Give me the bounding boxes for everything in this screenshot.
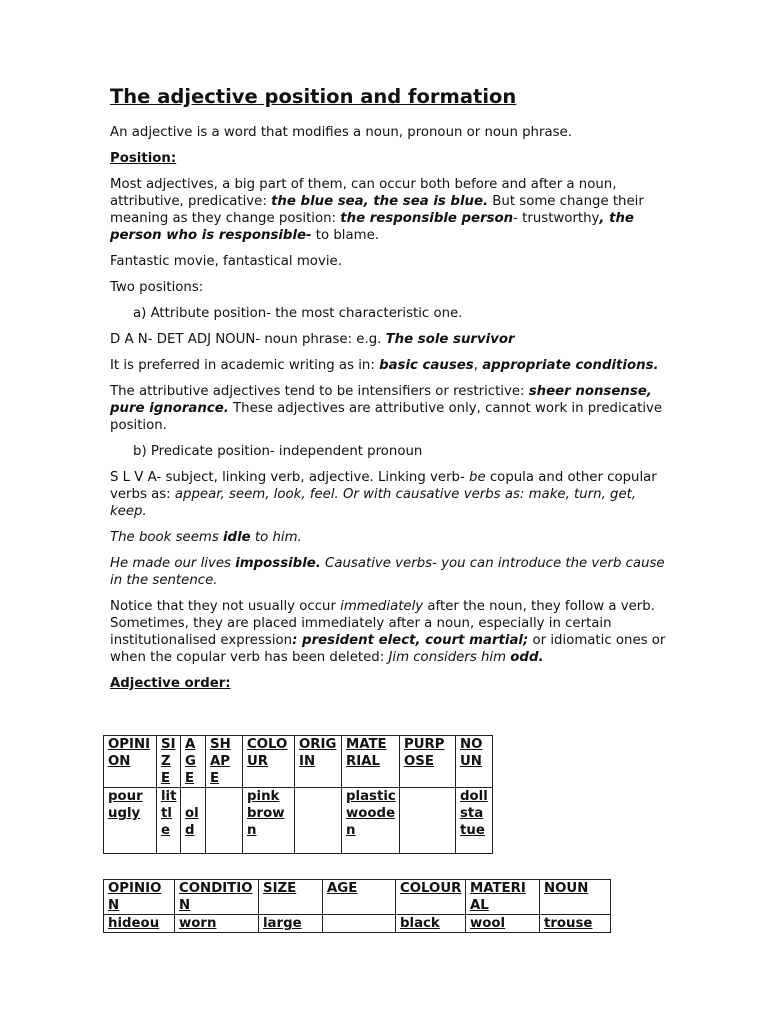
table-header-cell: ORIGIN	[295, 736, 342, 788]
table-row	[104, 788, 493, 854]
example-blue-sea: the blue sea, the sea is blue.	[271, 194, 489, 209]
table-cell: hideou	[104, 915, 175, 933]
document-title: The adjective position and formation	[110, 85, 517, 108]
example-jim-considers: Jim considers him	[388, 650, 511, 665]
table-cell: old	[181, 788, 206, 854]
table-header-cell: NOUN	[540, 880, 611, 915]
table-header-cell: COLOUR	[243, 736, 295, 788]
paragraph-fantastic: Fantastic movie, fantastical movie.	[110, 254, 342, 269]
text-run: The book seems	[110, 530, 223, 545]
text-run: - trustworthy	[513, 211, 600, 226]
example-idle: idle	[223, 530, 251, 545]
example-impossible: impossible.	[235, 556, 321, 571]
adjective-order-heading: Adjective order:	[110, 676, 231, 691]
example-sole-survivor: The sole survivor	[385, 332, 515, 347]
table-header-cell: AGE	[323, 880, 396, 915]
table-cell: pink brown	[243, 788, 295, 854]
text-run: ,	[473, 358, 483, 373]
paragraph-book-seems	[110, 529, 670, 546]
text-run: It is preferred in academic writing as in:	[110, 358, 380, 373]
table-cell	[323, 915, 396, 933]
table-cell	[206, 788, 243, 854]
table-header-cell: SIZE	[157, 736, 181, 788]
example-responsible-person: the responsible person	[340, 211, 514, 226]
table-header-cell: SHAPE	[206, 736, 243, 788]
text-run: Causative verbs- you can introduce the verb cause in the sentence.	[110, 556, 665, 588]
text-run: after the noun, they follow a verb. Sometimes, they are placed immediately after a noun, especially in certain institutionalised expression	[110, 599, 655, 648]
list-item-b: b) Predicate position- independent pronoun	[133, 444, 423, 459]
table-cell: doll statue	[456, 788, 493, 854]
paragraph-intensifiers	[110, 383, 670, 434]
paragraph-impossible	[110, 555, 670, 589]
table-header-row	[104, 736, 493, 788]
paragraph-notice	[110, 598, 670, 666]
text-run: These adjectives are attributive only, cannot work in predicative position.	[110, 401, 663, 433]
text-run: or idiomatic ones or when the copular verb has been deleted:	[110, 633, 666, 665]
text-run: S L V A- subject, linking verb, adjective. Linking verb-	[110, 470, 470, 485]
table-header-row	[104, 880, 611, 915]
document-body	[110, 84, 670, 701]
paragraph-attributive-predicative	[110, 176, 670, 244]
text-run: Most adjectives, a big part of them, can occur both before and after a noun, attributive, predicative:	[110, 177, 617, 209]
paragraph-dan	[110, 331, 670, 348]
text-run: The attributive adjectives tend to be intensifiers or restrictive:	[110, 384, 529, 399]
text-run: Notice that they not usually occur	[110, 599, 341, 614]
table-header-cell: NOUN	[456, 736, 493, 788]
example-president-elect: : president elect, court martial;	[292, 633, 529, 648]
text-run: copula and other copular verbs as:	[110, 470, 657, 502]
table-header-cell: OPINION	[104, 880, 175, 915]
adjective-order-table-1	[103, 735, 493, 854]
table-cell: wool	[466, 915, 540, 933]
table-header-cell: AGE	[181, 736, 206, 788]
example-basic-causes: basic causes	[379, 358, 474, 373]
table-cell: large	[259, 915, 323, 933]
table-header-cell: COLOUR	[396, 880, 466, 915]
table-cell: black	[396, 915, 466, 933]
text-run: He made our lives	[110, 556, 236, 571]
text-run: to blame.	[311, 228, 380, 243]
example-be: be	[469, 470, 486, 485]
table-header-cell: OPINION	[104, 736, 157, 788]
text-run: to him.	[250, 530, 302, 545]
table-cell: trouse	[540, 915, 611, 933]
position-heading: Position:	[110, 151, 177, 166]
table-header-cell: MATERIAL	[342, 736, 400, 788]
table-header-cell: CONDITION	[175, 880, 259, 915]
table-row	[104, 915, 611, 933]
example-odd: odd.	[510, 650, 544, 665]
table-header-cell: SIZE	[259, 880, 323, 915]
example-person-responsible: , the person who is responsible-	[110, 211, 634, 243]
text-run: D A N- DET ADJ NOUN- noun phrase: e.g.	[110, 332, 386, 347]
paragraph-slva	[110, 469, 670, 520]
table-header-cell: PURPOSE	[400, 736, 456, 788]
example-sheer-nonsense: sheer nonsense, pure ignorance.	[110, 384, 652, 416]
table-cell: plastic wooden	[342, 788, 400, 854]
paragraph-academic	[110, 357, 670, 374]
table-cell	[400, 788, 456, 854]
paragraph-two-positions: Two positions:	[110, 280, 204, 295]
table-cell: worn	[175, 915, 259, 933]
table-cell	[295, 788, 342, 854]
list-item-a: a) Attribute position- the most characteristic one.	[133, 306, 463, 321]
example-copular-verbs: appear, seem, look, feel. Or with causative verbs as: make, turn, get, keep.	[110, 487, 637, 519]
table-header-cell: MATERIAL	[466, 880, 540, 915]
adjective-order-table-2	[103, 879, 611, 933]
example-immediately: immediately	[340, 599, 424, 614]
table-cell: pour ugly	[104, 788, 157, 854]
text-run: But some change their meaning as they change position:	[110, 194, 644, 226]
example-appropriate-conditions: appropriate conditions.	[482, 358, 659, 373]
intro-paragraph: An adjective is a word that modifies a noun, pronoun or noun phrase.	[110, 125, 572, 140]
table-cell: little	[157, 788, 181, 854]
